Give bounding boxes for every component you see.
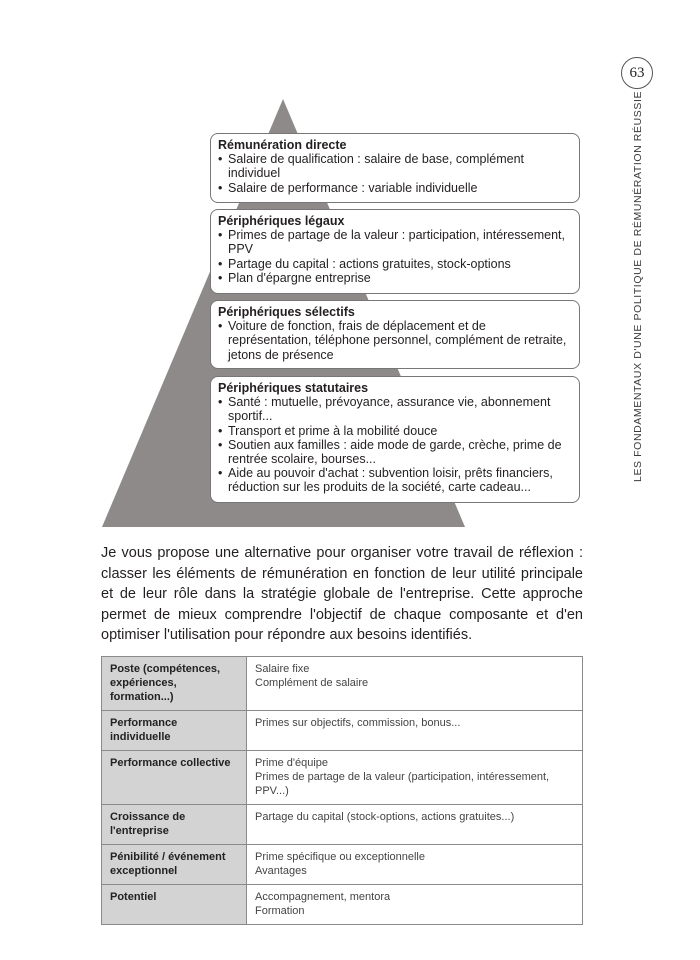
table-category: Poste (compétences, expériences, formation...) (102, 657, 247, 711)
tier-peripheriques-legaux (210, 209, 580, 294)
table-category: Croissance de l'entreprise (102, 805, 247, 845)
table-value-cell (247, 751, 583, 805)
tier-peripheriques-selectifs (210, 300, 580, 369)
remuneration-table (101, 656, 583, 925)
tier-bullet: • Aide au pouvoir d'achat : subvention loisir, prêts financiers, réduction sur les produits de la société, carte cadeau... (218, 466, 571, 494)
tier-bullet: • Plan d'épargne entreprise (218, 271, 571, 285)
table-value: Primes sur objectifs, commission, bonus... (255, 717, 461, 729)
table-row (102, 657, 583, 711)
table-value: Complément de salaire (255, 677, 369, 689)
table-value: Formation (255, 905, 305, 917)
running-header: LES FONDAMENTAUX D'UNE POLITIQUE DE RÉMUNÉRATION RÉUSSIE (632, 90, 644, 482)
table-value-cell (247, 845, 583, 885)
table-value: Accompagnement, mentora (255, 891, 391, 903)
tier-bullet: • Partage du capital : actions gratuites, stock-options (218, 257, 571, 271)
table-value-cell (247, 805, 583, 845)
table-row (102, 885, 583, 925)
table-value-cell (247, 711, 583, 751)
tier-bullet: • Transport et prime à la mobilité douce (218, 424, 571, 438)
page-number: 63 (621, 57, 653, 89)
tier-bullet: • Voiture de fonction, frais de déplacement et de représentation, téléphone personnel, complément de retraite, jetons de présence (218, 319, 571, 362)
tier-bullet: • Salaire de qualification : salaire de base, complément individuel (218, 152, 571, 180)
table-value: Partage du capital (stock-options, actions gratuites...) (255, 811, 515, 823)
tier-bullet: • Primes de partage de la valeur : participation, intéressement, PPV (218, 228, 571, 256)
tier-title: Périphériques légaux (218, 214, 345, 228)
table-value: Avantages (255, 865, 307, 877)
table-category: Performance collective (102, 751, 247, 805)
table-row (102, 711, 583, 751)
tier-bullet: • Salaire de performance : variable individuelle (218, 181, 571, 195)
tier-peripheriques-statutaires (210, 376, 580, 503)
table-category: Potentiel (102, 885, 247, 925)
table-value: Primes de partage de la valeur (participation, intéressement, PPV...) (255, 771, 550, 797)
table-category: Performance individuelle (102, 711, 247, 751)
intro-paragraph: Je vous propose une alternative pour organiser votre travail de réflexion : classer les éléments de rémunération en fonction de leur utilité principale et de leur rôle dans la stratégie globale de l'entreprise. Cette approche permet de mieux comprendre l'objectif de chaque composante et d'en optimiser l'utilisation pour répondre aux besoins identifiés. (101, 545, 583, 643)
table-value: Prime spécifique ou exceptionnelle (255, 851, 425, 863)
table-row (102, 751, 583, 805)
table-value-cell (247, 885, 583, 925)
table-value: Salaire fixe (255, 663, 310, 675)
tier-bullet: • Soutien aux familles : aide mode de garde, crèche, prime de rentrée scolaire, bourses... (218, 438, 571, 466)
table-category: Pénibilité / événement exceptionnel (102, 845, 247, 885)
table-row (102, 805, 583, 845)
table-value-cell (247, 657, 583, 711)
tier-title: Rémunération directe (218, 138, 347, 152)
tier-title: Périphériques sélectifs (218, 305, 355, 319)
tier-bullet: • Santé : mutuelle, prévoyance, assurance vie, abonnement sportif... (218, 395, 571, 423)
tier-remuneration-directe (210, 133, 580, 203)
table-value: Prime d'équipe (255, 757, 329, 769)
tier-title: Périphériques statutaires (218, 381, 369, 395)
table-row (102, 845, 583, 885)
